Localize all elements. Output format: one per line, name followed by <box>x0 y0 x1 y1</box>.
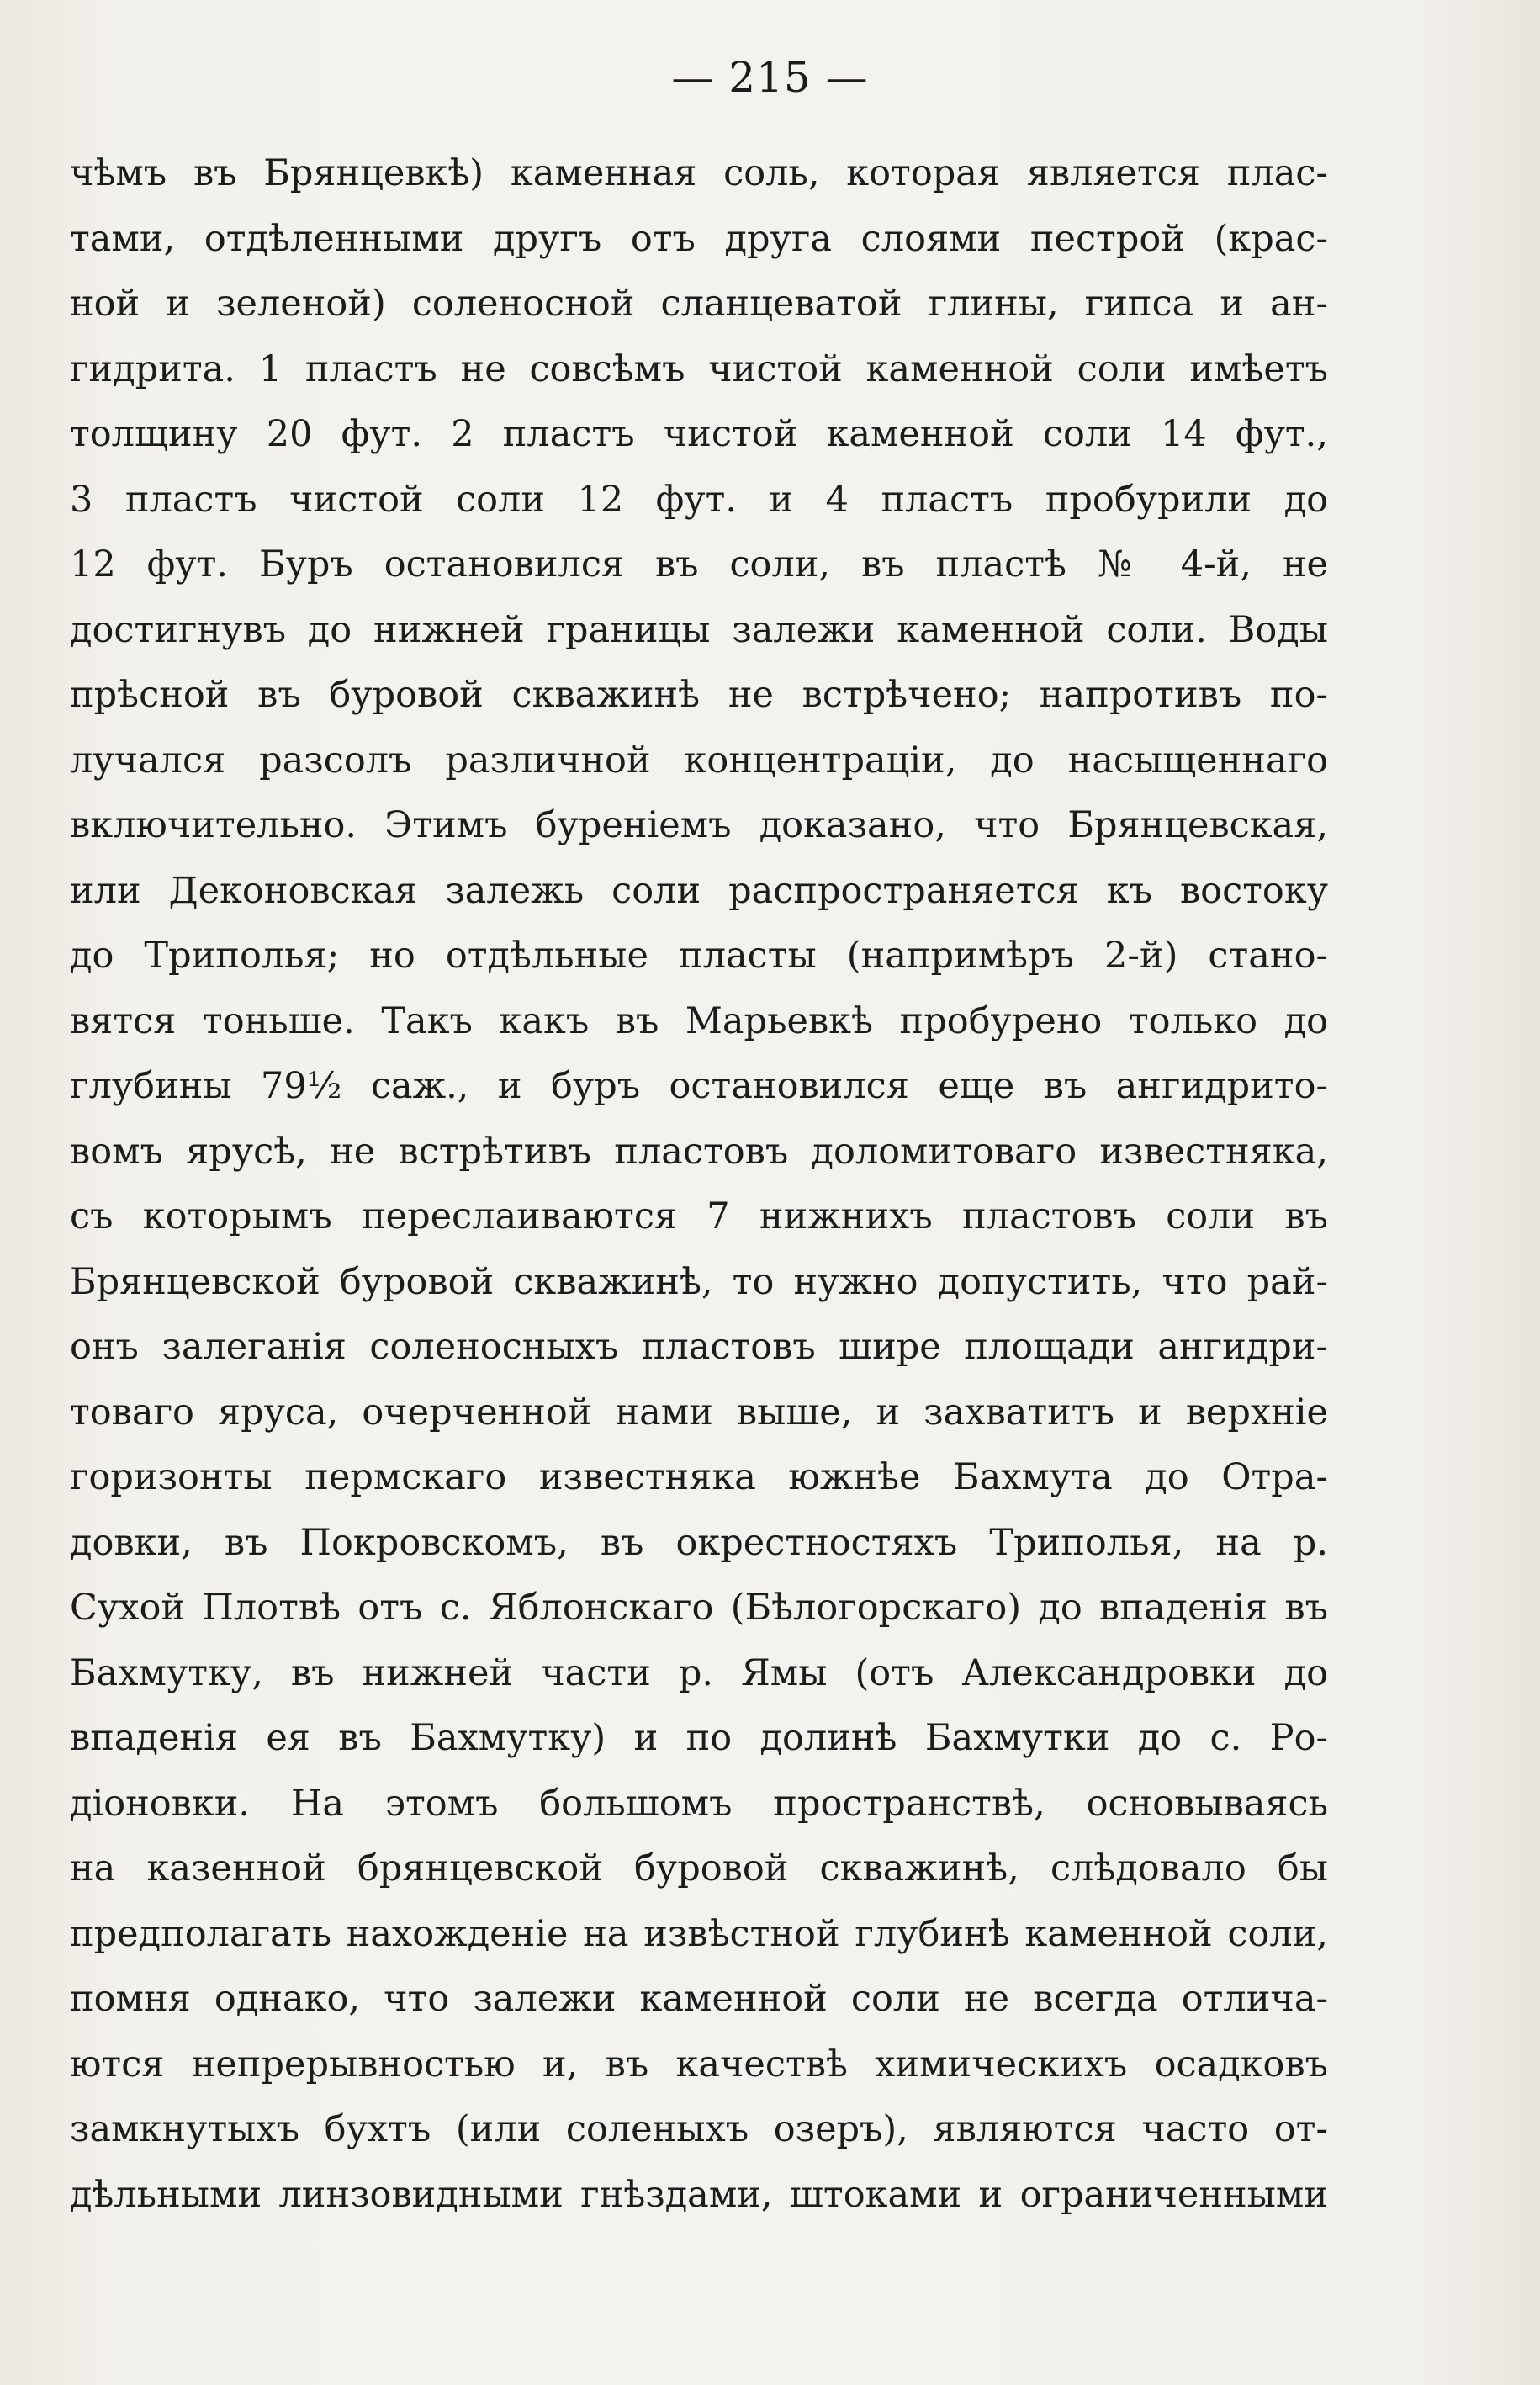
text-line: 3 пластъ чистой соли 12 фут. и 4 пластъ пробурили до <box>70 478 1328 521</box>
text-line: предполагать нахожденіе на извѣстной глубинѣ каменной соли, <box>70 1912 1328 1955</box>
text-line: довки, въ Покровскомъ, въ окрестностяхъ Триполья, на р. <box>70 1521 1328 1564</box>
text-line: дѣльными линзовидными гнѣздами, штоками и ограниченными <box>70 2173 1328 2216</box>
text-line: діоновки. На этомъ большомъ пространствѣ, основываясь <box>70 1782 1328 1825</box>
text-line: прѣсной въ буровой скважинѣ не встрѣчено; напротивъ по- <box>70 674 1328 716</box>
text-line: гидрита. 1 пластъ не совсѣмъ чистой каменной соли имѣетъ <box>70 347 1328 390</box>
text-line: включительно. Этимъ буреніемъ доказано, что Брянцевская, <box>70 804 1328 846</box>
text-line: онъ залеганія соленосныхъ пластовъ шире площади ангидри- <box>70 1326 1328 1368</box>
text-line: съ которымъ переслаиваются 7 нижнихъ пластовъ соли въ <box>70 1195 1328 1238</box>
text-line: ной и зеленой) соленосной сланцеватой глины, гипса и ан- <box>70 283 1328 325</box>
text-line: или Деконовская залежь соли распространяется къ востоку <box>70 869 1328 912</box>
text-line: Бахмутку, въ нижней части р. Ямы (отъ Александровки до <box>70 1651 1328 1694</box>
text-line: глубины 79½ саж., и буръ остановился еще въ ангидрито- <box>70 1065 1328 1107</box>
body-text <box>70 141 1328 2228</box>
text-line: горизонты пермскаго известняка южнѣе Бахмута до Отра- <box>70 1456 1328 1498</box>
text-line: товаго яруса, очерченной нами выше, и захватитъ и верхніе <box>70 1391 1328 1434</box>
text-line: достигнувъ до нижней границы залежи каменной соли. Воды <box>70 608 1328 651</box>
text-line: вятся тоньше. Такъ какъ въ Марьевкѣ пробурено только до <box>70 999 1328 1042</box>
text-line: вомъ ярусѣ, не встрѣтивъ пластовъ доломитоваго известняка, <box>70 1130 1328 1173</box>
text-line: толщину 20 фут. 2 пластъ чистой каменной соли 14 фут., <box>70 413 1328 455</box>
text-line: замкнутыхъ бухтъ (или соленыхъ озеръ), являются часто от- <box>70 2108 1328 2150</box>
text-line: ются непрерывностью и, въ качествѣ химическихъ осадковъ <box>70 2043 1328 2086</box>
text-line: 12 фут. Буръ остановился въ соли, въ пластѣ № 4-й, не <box>70 543 1328 586</box>
page-number: — 215 — <box>671 53 869 102</box>
text-line: до Триполья; но отдѣльные пласты (напримѣръ 2-й) стано- <box>70 935 1328 977</box>
text-line: лучался разсолъ различной концентраціи, до насыщеннаго <box>70 739 1328 782</box>
text-line: Сухой Плотвѣ отъ с. Яблонскаго (Бѣлогорскаго) до впаденія въ <box>70 1587 1328 1629</box>
text-line: помня однако, что залежи каменной соли не всегда отлича- <box>70 1978 1328 2020</box>
text-line: чѣмъ въ Брянцевкѣ) каменная соль, которая является плас- <box>70 152 1328 194</box>
text-line: на казенной брянцевской буровой скважинѣ, слѣдовало бы <box>70 1847 1328 1889</box>
text-line: тами, отдѣленными другъ отъ друга слоями пестрой (крас- <box>70 217 1328 260</box>
text-line: Брянцевской буровой скважинѣ, то нужно допустить, что рай- <box>70 1260 1328 1303</box>
text-line: впаденія ея въ Бахмутку) и по долинѣ Бахмутки до с. Ро- <box>70 1717 1328 1759</box>
